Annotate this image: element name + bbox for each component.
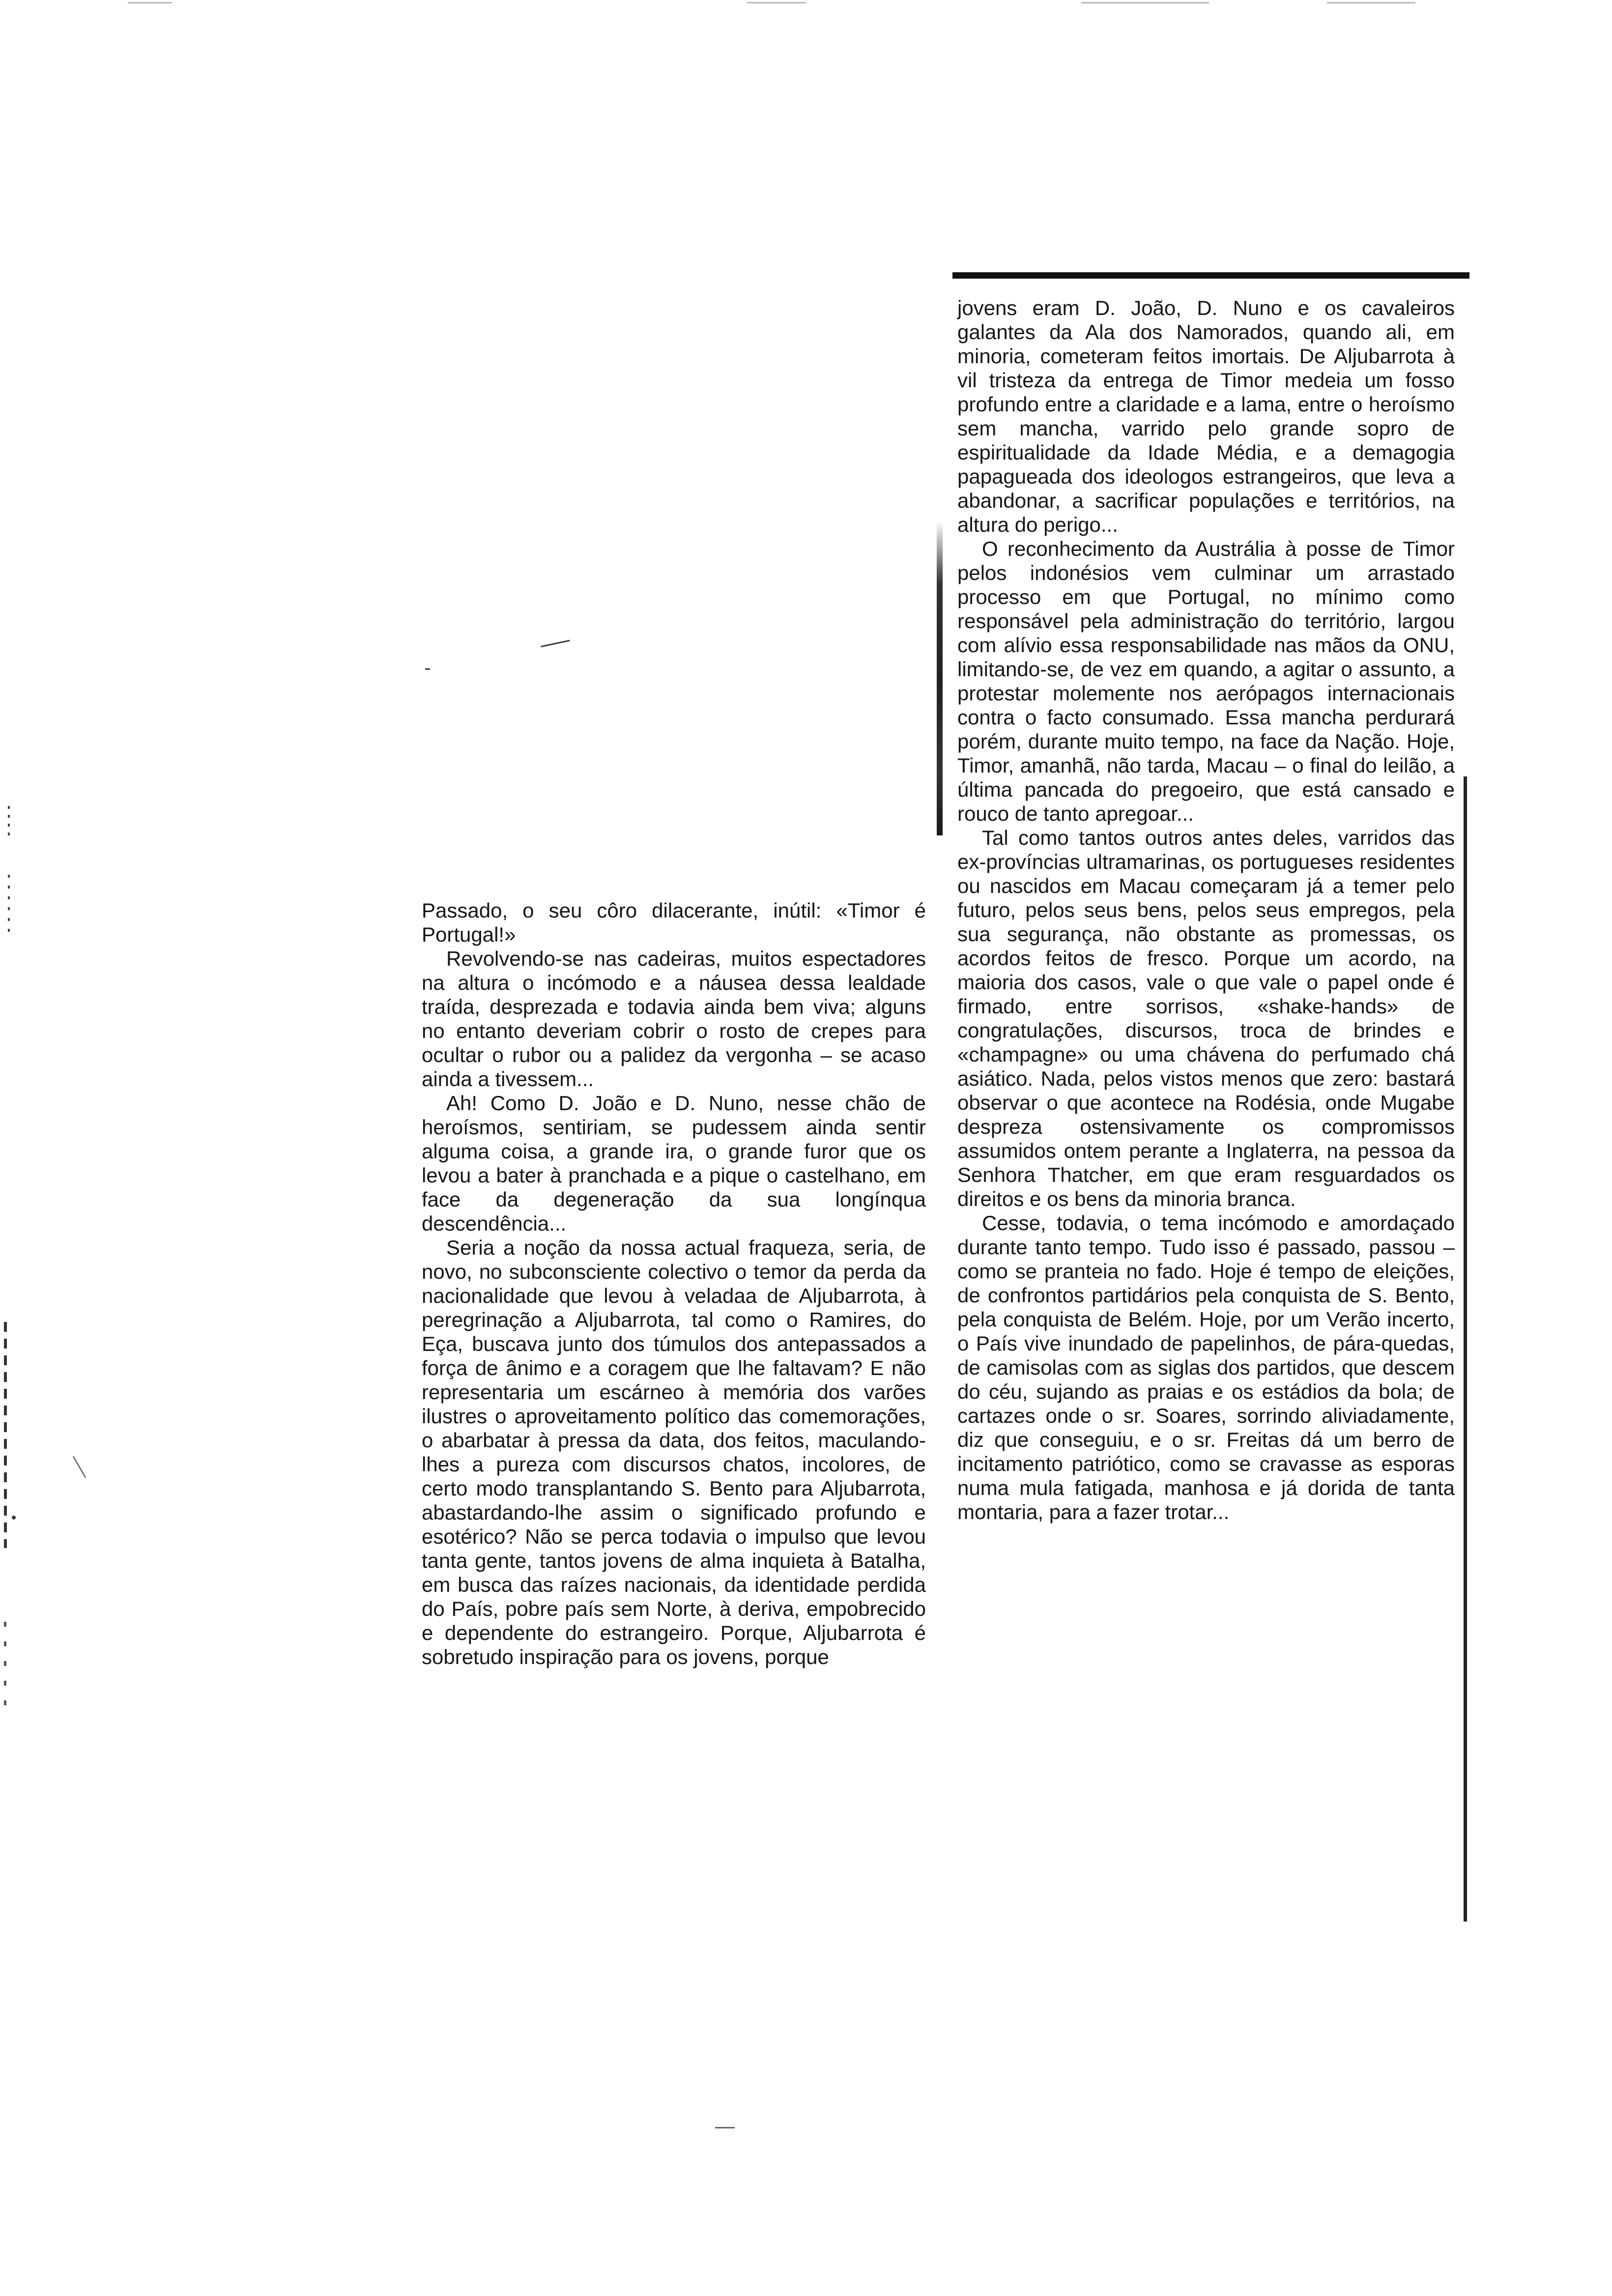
scan-mark [73,1456,86,1478]
paragraph: Seria a noção da nossa actual fraqueza, seria, de novo, no subconsciente colectivo o temor da perda da nacionalidade que levou à veladaa de Aljubarrota, à peregrinação a Aljubarrota, tal como o Ramires, do Eça, buscava junto dos túmulos dos antepassados a força de ânimo e a coragem que lhe faltavam? E não representaria um escárneo à memória dos varões ilustres o aproveitamento político das comemorações, o abarbatar à pressa da data, dos feitos, maculando-lhes a pureza com discursos chatos, incolores, de certo modo transplantando S. Bento para Aljubarrota, abastardando-lhe assim o significado profundo e esotérico? Não se perca todavia o impulso que levou tanta gente, tantos jovens de alma inquieta à Batalha, em busca das raízes nacionais, da identidade perdida do País, pobre país sem Norte, à deriva, empobrecido e dependente do estrangeiro. Porque, Aljubarrota é sobretudo inspiração para os jovens, porque [422,1236,926,1668]
margin-marks [4,1622,6,1710]
clipping-right-edge [1464,776,1467,1922]
scan-mark [425,668,430,670]
paragraph: Cesse, todavia, o tema incómodo e amordaçado durante tanto tempo. Tudo isso é passado, passou – como se pranteia no fado. Hoje é tempo de eleições, de confrontos partidários pela conquista de S. Bento, pela conquista de Belém. Hoje, por um Verão incerto, o País vive inundado de papelinhos, de pára-quedas, de camisolas com as siglas dos partidos, que descem do céu, sujando as praias e os estádios da bola; de cartazes onde o sr. Soares, sorrindo aliviadamente, diz que conseguiu, e o sr. Freitas dá um berro de incitamento patriótico, como se cravasse as esporas numa mula fatigada, manhosa e já dorida de tanta montaria, para a fazer trotar... [957,1211,1455,1523]
article-column-left [422,898,926,1669]
column-top-rule [952,272,1469,279]
paragraph: Ah! Como D. João e D. Nuno, nesse chão de heroísmos, sentiriam, se pudessem ainda sentir alguma coisa, a grande ira, o grande furor que os levou a bater à pranchada e a pique o castelhano, em face da degeneração da sua longínqua descendência... [422,1091,926,1235]
margin-marks [8,875,10,939]
scan-noise-top [747,2,806,3]
scan-noise-top [1081,2,1209,3]
paragraph: Tal como tantos outros antes deles, varridos das ex-províncias ultramarinas, os portugueses residentes ou nascidos em Macau começaram já a temer pelo futuro, pelos seus bens, pelos seus empregos, pela sua segurança, não obstante as promessas, os acordos feitos de fresco. Porque um acordo, na maioria dos casos, vale o que vale o papel onde é firmado, entre sorrisos, «shake-hands» de congratulações, discursos, troca de brindes e «champagne» ou uma chávena do perfumado chá asiático. Nada, pelos vistos menos que zero: bastará observar o que acontece na Rodésia, onde Mugabe despreza ostensivamente os compromissos assumidos ontem perante a Inglaterra, na pessoa da Senhora Thatcher, em que eram resguardados os direitos e os bens da minoria branca. [957,826,1455,1210]
scan-mark [715,2127,735,2128]
paragraph: jovens eram D. João, D. Nuno e os cavaleiros galantes da Ala dos Namorados, quando ali, em minoria, cometeram feitos imortais. De Aljubarrota à vil tristeza da entrega de Timor medeia um fosso profundo entre a claridade e a lama, entre o heroísmo sem mancha, varrido pelo grande sopro de espiritualidade da Idade Média, e a demagogia papagueada dos ideologos estrangeiros, que leva a abandonar, a sacrificar populações e territórios, na altura do perigo... [957,296,1455,536]
clipping-edge-shadow [937,521,943,835]
article-column-right [957,296,1455,1524]
paragraph: Revolvendo-se nas cadeiras, muitos espectadores na altura o incómodo e a náusea dessa lealdade traída, desprezada e todavia ainda bem viva; alguns no entanto deveriam cobrir o rosto de crepes para ocultar o rubor ou a palidez da vergonha – se acaso ainda a tivessem... [422,947,926,1091]
scan-mark [541,640,570,647]
scan-mark [12,1516,16,1520]
margin-marks [8,806,10,835]
scan-noise-top [1327,2,1415,3]
margin-marks [4,1322,7,1548]
scan-noise-top [128,2,172,3]
paragraph: Passado, o seu côro dilacerante, inútil: «Timor é Portugal!» [422,899,926,946]
paragraph: O reconhecimento da Austrália à posse de Timor pelos indonésios vem culminar um arrastado processo em que Portugal, no mínimo como responsável pela administração do território, largou com alívio essa responsabilidade nas mãos da ONU, limitando-se, de vez em quando, a agitar o assunto, a protestar molemente nos aerópagos internacionais contra o facto consumado. Essa mancha perdurará porém, durante muito tempo, na face da Nação. Hoje, Timor, amanhã, não tarda, Macau – o final do leilão, a última pancada do pregoeiro, que está cansado e rouco de tanto apregoar... [957,537,1455,825]
